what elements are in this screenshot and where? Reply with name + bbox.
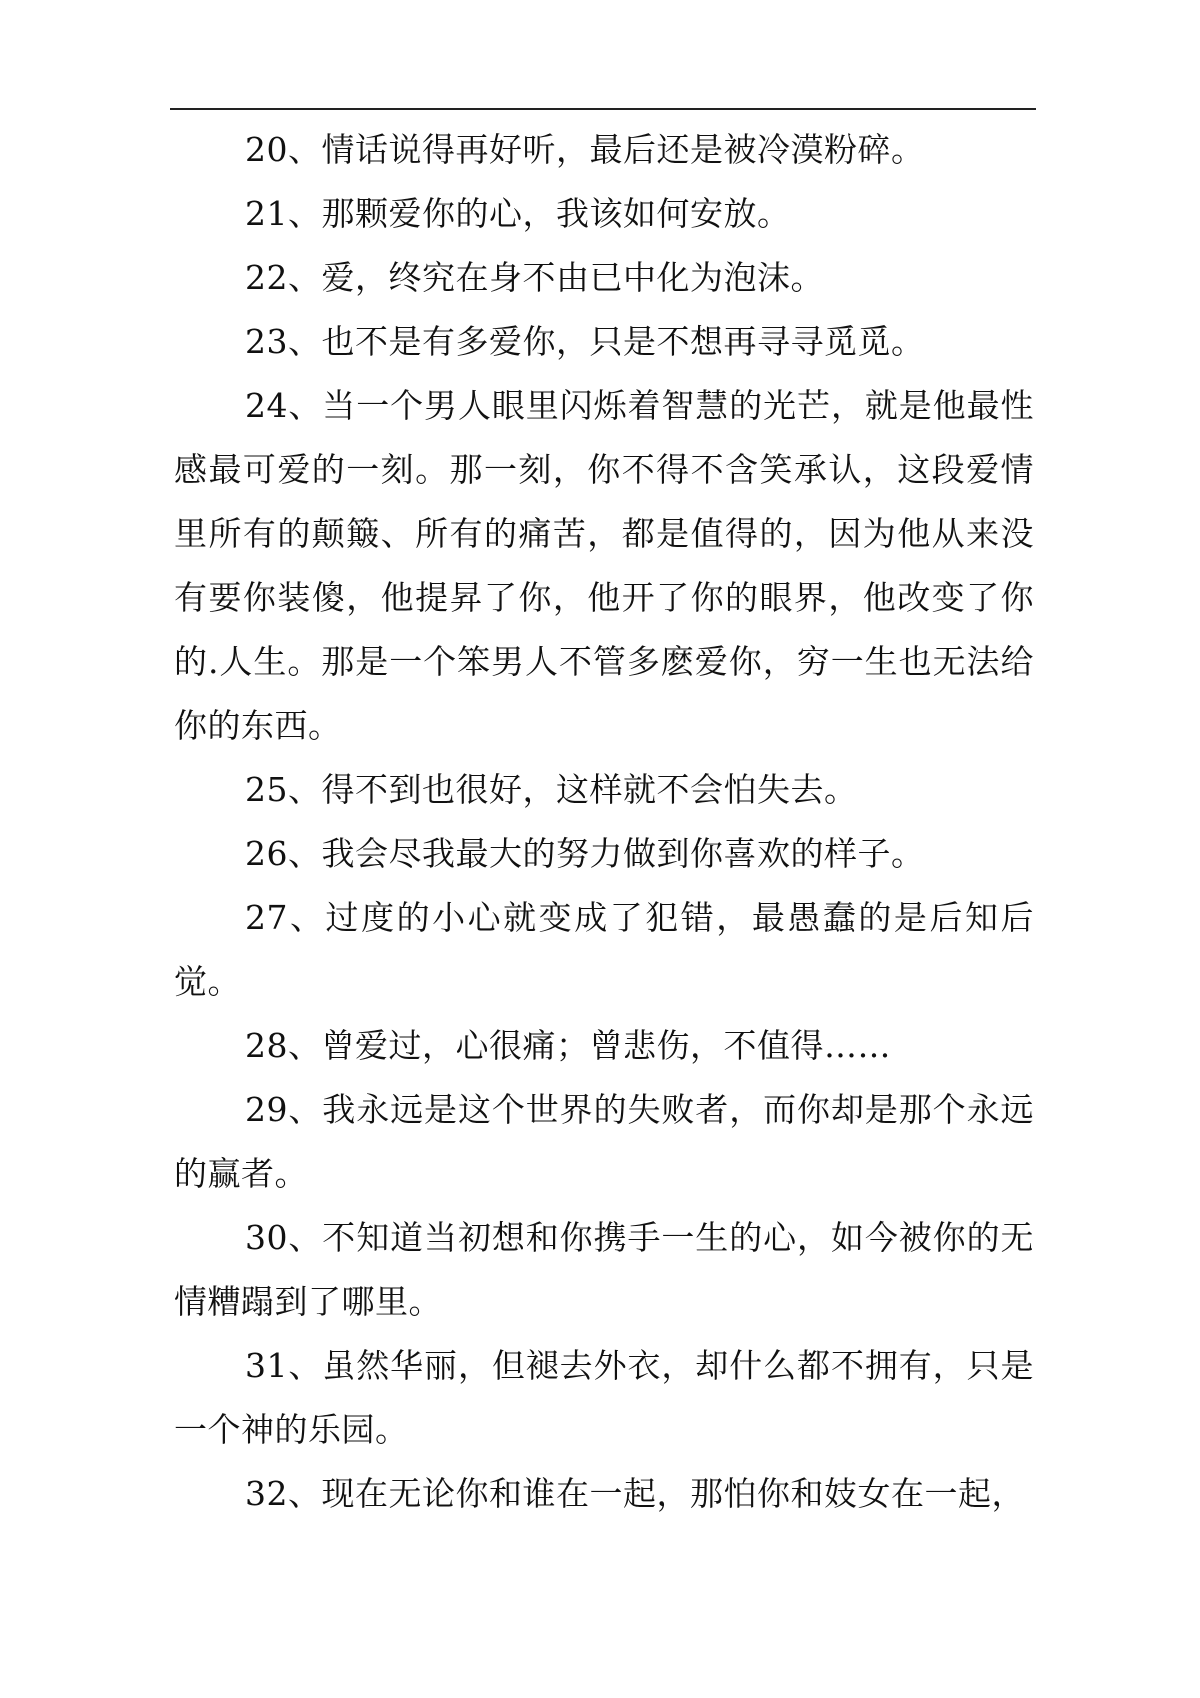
header-rule xyxy=(170,108,1036,110)
paragraph-27: 27、过度的小心就变成了犯错，最愚蠢的是后知后觉。 xyxy=(174,898,1034,1001)
paragraph-25: 25、得不到也很好，这样就不会怕失去。 xyxy=(245,770,858,809)
paragraph-30: 30、不知道当初想和你携手一生的心，如今被你的无情糟蹋到了哪里。 xyxy=(174,1218,1034,1321)
paragraph-32: 32、现在无论你和谁在一起，那怕你和妓女在一起， xyxy=(245,1474,1025,1513)
paragraph-21: 21、那颗爱你的心，我该如何安放。 xyxy=(245,194,791,233)
paragraph-23: 23、也不是有多爱你，只是不想再寻寻觅觅。 xyxy=(245,322,925,361)
paragraph-22: 22、爱，终究在身不由已中化为泡沫。 xyxy=(245,258,824,297)
paragraph-28: 28、曾爱过，心很痛；曾悲伤，不值得…… xyxy=(245,1026,891,1065)
paragraph-20: 20、情话说得再好听，最后还是被冷漠粉碎。 xyxy=(245,130,925,169)
paragraph-26: 26、我会尽我最大的努力做到你喜欢的样子。 xyxy=(245,834,925,873)
paragraph-24: 24、当一个男人眼里闪烁着智慧的光芒，就是他最性感最可爱的一刻。那一刻，你不得不含笑承认，这段爱情里所有的颠簸、所有的痛苦，都是值得的，因为他从来没有要你装傻，他提昇了你，他开了你的眼界，他改变了你的.人生。那是一个笨男人不管多麽爱你，穷一生也无法给你的东西。 xyxy=(174,386,1034,745)
paragraph-29: 29、我永远是这个世界的失败者，而你却是那个永远的赢者。 xyxy=(174,1090,1034,1193)
document-body xyxy=(174,118,1034,1526)
paragraph-31: 31、虽然华丽，但褪去外衣，却什么都不拥有，只是一个神的乐园。 xyxy=(174,1346,1034,1449)
